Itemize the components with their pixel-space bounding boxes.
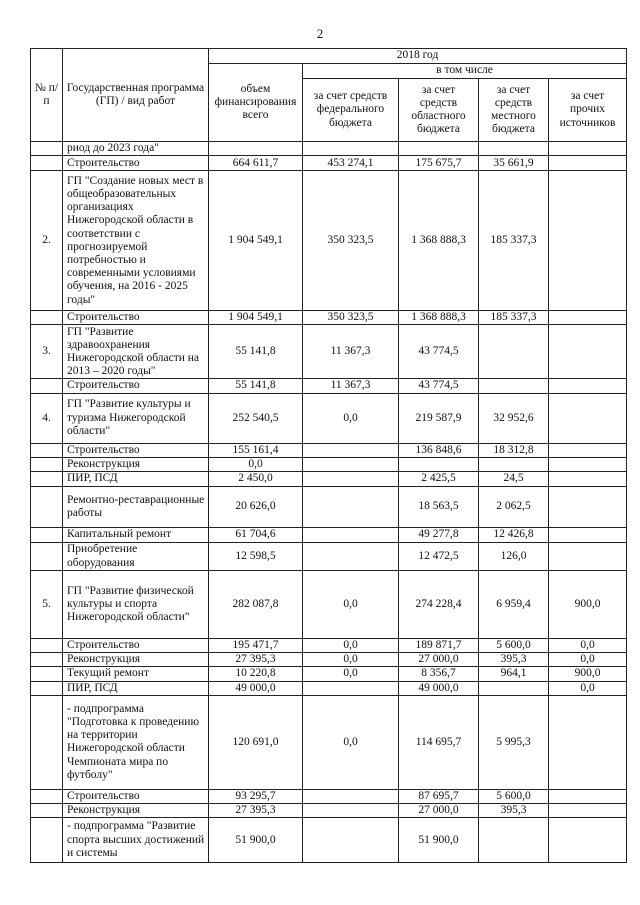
- cell-federal: 350 323,5: [303, 171, 399, 311]
- header-program: Государственная программа (ГП) / вид работ: [63, 49, 209, 142]
- table-row: [31, 472, 627, 487]
- cell-regional: 27 000,0: [399, 804, 479, 818]
- cell-total: [209, 142, 303, 156]
- cell-total: 51 900,0: [209, 818, 303, 863]
- cell-local: 5 600,0: [479, 639, 549, 653]
- cell-local: [479, 325, 549, 379]
- cell-total: 27 395,3: [209, 804, 303, 818]
- cell-federal: [303, 142, 399, 156]
- cell-num: [31, 804, 63, 818]
- cell-total: 49 000,0: [209, 681, 303, 695]
- cell-num: [31, 667, 63, 681]
- cell-local: 964,1: [479, 667, 549, 681]
- header-including: в том числе: [303, 64, 627, 79]
- cell-regional: 12 472,5: [399, 543, 479, 571]
- cell-local: [479, 681, 549, 695]
- cell-name: Реконструкция: [63, 653, 209, 667]
- cell-name: Ремонтно-реставрационные работы: [63, 487, 209, 528]
- cell-num: [31, 487, 63, 528]
- cell-num: [31, 443, 63, 457]
- cell-regional: 27 000,0: [399, 653, 479, 667]
- cell-total: 10 220,8: [209, 667, 303, 681]
- header-num: № п/п: [31, 49, 63, 142]
- cell-federal: 0,0: [303, 571, 399, 639]
- cell-num: [31, 156, 63, 171]
- cell-local: 5 995,3: [479, 695, 549, 789]
- cell-other: [549, 543, 627, 571]
- cell-total: 93 295,7: [209, 789, 303, 803]
- cell-local: 395,3: [479, 804, 549, 818]
- cell-local: 185 337,3: [479, 171, 549, 311]
- cell-local: 126,0: [479, 543, 549, 571]
- cell-local: 2 062,5: [479, 487, 549, 528]
- header-local: за счет средств местного бюджета: [479, 79, 549, 142]
- table-row: [31, 681, 627, 695]
- cell-regional: 87 695,7: [399, 789, 479, 803]
- cell-other: [549, 443, 627, 457]
- table-row: [31, 393, 627, 443]
- cell-other: [549, 789, 627, 803]
- cell-total: 20 626,0: [209, 487, 303, 528]
- table-row: [31, 818, 627, 863]
- table-row: [31, 653, 627, 667]
- cell-name: - подпрограмма "Подготовка к проведению на территории Нижегородской области Чемпионата мира по футболу": [63, 695, 209, 789]
- cell-num: 3.: [31, 325, 63, 379]
- cell-name: ГП "Развитие культуры и туризма Нижегородской области": [63, 393, 209, 443]
- cell-regional: 114 695,7: [399, 695, 479, 789]
- table-row: [31, 311, 627, 325]
- cell-total: 155 161,4: [209, 443, 303, 457]
- cell-total: 120 691,0: [209, 695, 303, 789]
- cell-regional: 274 228,4: [399, 571, 479, 639]
- cell-federal: [303, 804, 399, 818]
- cell-total: 252 540,5: [209, 393, 303, 443]
- table-row: [31, 379, 627, 393]
- cell-regional: [399, 457, 479, 471]
- cell-local: 18 312,8: [479, 443, 549, 457]
- cell-num: [31, 311, 63, 325]
- cell-num: 2.: [31, 171, 63, 311]
- cell-name: Текущий ремонт: [63, 667, 209, 681]
- cell-federal: [303, 443, 399, 457]
- cell-regional: 49 000,0: [399, 681, 479, 695]
- cell-local: 6 959,4: [479, 571, 549, 639]
- cell-total: 55 141,8: [209, 379, 303, 393]
- cell-other: [549, 142, 627, 156]
- cell-name: ПИР, ПСД: [63, 472, 209, 487]
- cell-regional: 8 356,7: [399, 667, 479, 681]
- table-row: [31, 639, 627, 653]
- cell-federal: 350 323,5: [303, 311, 399, 325]
- cell-regional: 189 871,7: [399, 639, 479, 653]
- cell-other: [549, 311, 627, 325]
- cell-federal: 0,0: [303, 695, 399, 789]
- cell-federal: 453 274,1: [303, 156, 399, 171]
- cell-regional: 2 425,5: [399, 472, 479, 487]
- cell-federal: 0,0: [303, 667, 399, 681]
- cell-other: [549, 804, 627, 818]
- cell-local: 5 600,0: [479, 789, 549, 803]
- cell-num: [31, 653, 63, 667]
- cell-name: Приобретение оборудования: [63, 543, 209, 571]
- cell-total: 0,0: [209, 457, 303, 471]
- cell-local: [479, 142, 549, 156]
- cell-total: 61 704,6: [209, 528, 303, 543]
- cell-federal: [303, 487, 399, 528]
- cell-regional: 51 900,0: [399, 818, 479, 863]
- header-regional: за счет средств областного бюджета: [399, 79, 479, 142]
- table-row: [31, 789, 627, 803]
- table-row: [31, 804, 627, 818]
- cell-name: ПИР, ПСД: [63, 681, 209, 695]
- financing-table: [30, 48, 627, 863]
- cell-num: 4.: [31, 393, 63, 443]
- table-row: [31, 667, 627, 681]
- cell-other: 900,0: [549, 571, 627, 639]
- header-other: за счет прочих источников: [549, 79, 627, 142]
- cell-other: [549, 457, 627, 471]
- cell-other: [549, 695, 627, 789]
- cell-local: [479, 379, 549, 393]
- header-federal: за счет средств федерального бюджета: [303, 79, 399, 142]
- cell-regional: 43 774,5: [399, 379, 479, 393]
- cell-other: [549, 171, 627, 311]
- page-number: 2: [316, 26, 324, 41]
- cell-regional: 1 368 888,3: [399, 311, 479, 325]
- cell-name: - подпрограмма "Развитие спорта высших достижений и системы: [63, 818, 209, 863]
- cell-num: [31, 543, 63, 571]
- cell-num: [31, 681, 63, 695]
- table-row: [31, 487, 627, 528]
- cell-other: [549, 472, 627, 487]
- cell-regional: [399, 142, 479, 156]
- cell-federal: [303, 457, 399, 471]
- table-row: [31, 695, 627, 789]
- cell-name: Строительство: [63, 789, 209, 803]
- cell-local: 395,3: [479, 653, 549, 667]
- cell-total: 2 450,0: [209, 472, 303, 487]
- cell-regional: 1 368 888,3: [399, 171, 479, 311]
- table-row: [31, 443, 627, 457]
- cell-total: 195 471,7: [209, 639, 303, 653]
- cell-other: [549, 818, 627, 863]
- cell-name: Реконструкция: [63, 804, 209, 818]
- cell-regional: 136 848,6: [399, 443, 479, 457]
- cell-name: риод до 2023 года": [63, 142, 209, 156]
- table-row: [31, 325, 627, 379]
- cell-name: Строительство: [63, 379, 209, 393]
- cell-other: [549, 379, 627, 393]
- header-year: 2018 год: [209, 49, 627, 64]
- cell-local: 32 952,6: [479, 393, 549, 443]
- cell-num: [31, 379, 63, 393]
- table-row: [31, 528, 627, 543]
- cell-total: 12 598,5: [209, 543, 303, 571]
- table-row: [31, 571, 627, 639]
- cell-name: Реконструкция: [63, 457, 209, 471]
- cell-federal: [303, 472, 399, 487]
- cell-total: 27 395,3: [209, 653, 303, 667]
- table-row: [31, 171, 627, 311]
- cell-regional: 43 774,5: [399, 325, 479, 379]
- cell-local: [479, 457, 549, 471]
- cell-other: 0,0: [549, 639, 627, 653]
- cell-federal: 11 367,3: [303, 379, 399, 393]
- cell-num: [31, 818, 63, 863]
- cell-other: [549, 325, 627, 379]
- cell-total: 282 087,8: [209, 571, 303, 639]
- cell-other: 0,0: [549, 653, 627, 667]
- cell-regional: 175 675,7: [399, 156, 479, 171]
- cell-local: 12 426,8: [479, 528, 549, 543]
- cell-federal: [303, 543, 399, 571]
- cell-regional: 49 277,8: [399, 528, 479, 543]
- cell-num: 5.: [31, 571, 63, 639]
- cell-num: [31, 472, 63, 487]
- cell-local: 24,5: [479, 472, 549, 487]
- cell-name: Строительство: [63, 443, 209, 457]
- cell-name: ГП "Создание новых мест в общеобразовательных организациях Нижегородской области в соответствии с прогнозируемой потребностью и современными условиями обучения, на 2016 - 2025 годы": [63, 171, 209, 311]
- cell-federal: [303, 818, 399, 863]
- cell-regional: 18 563,5: [399, 487, 479, 528]
- cell-num: [31, 639, 63, 653]
- cell-local: [479, 818, 549, 863]
- cell-name: Капитальный ремонт: [63, 528, 209, 543]
- cell-total: 1 904 549,1: [209, 171, 303, 311]
- cell-federal: 11 367,3: [303, 325, 399, 379]
- cell-federal: 0,0: [303, 639, 399, 653]
- cell-num: [31, 789, 63, 803]
- cell-name: ГП "Развитие физической культуры и спорта Нижегородской области": [63, 571, 209, 639]
- cell-name: Строительство: [63, 156, 209, 171]
- cell-total: 664 611,7: [209, 156, 303, 171]
- cell-federal: [303, 681, 399, 695]
- cell-regional: 219 587,9: [399, 393, 479, 443]
- cell-num: [31, 695, 63, 789]
- cell-other: [549, 487, 627, 528]
- cell-total: 1 904 549,1: [209, 311, 303, 325]
- cell-num: [31, 142, 63, 156]
- header-total: объем финансирования всего: [209, 64, 303, 142]
- table-row: [31, 142, 627, 156]
- table-row: [31, 457, 627, 471]
- table-row: [31, 543, 627, 571]
- cell-num: [31, 528, 63, 543]
- cell-num: [31, 457, 63, 471]
- cell-other: [549, 393, 627, 443]
- cell-federal: 0,0: [303, 653, 399, 667]
- cell-name: ГП "Развитие здравоохранения Нижегородской области на 2013 – 2020 годы": [63, 325, 209, 379]
- cell-name: Строительство: [63, 639, 209, 653]
- cell-other: [549, 156, 627, 171]
- cell-other: [549, 528, 627, 543]
- cell-federal: 0,0: [303, 393, 399, 443]
- cell-federal: [303, 789, 399, 803]
- table-row: [31, 156, 627, 171]
- cell-other: 0,0: [549, 681, 627, 695]
- cell-total: 55 141,8: [209, 325, 303, 379]
- cell-other: 900,0: [549, 667, 627, 681]
- cell-local: 35 661,9: [479, 156, 549, 171]
- cell-federal: [303, 528, 399, 543]
- cell-local: 185 337,3: [479, 311, 549, 325]
- cell-name: Строительство: [63, 311, 209, 325]
